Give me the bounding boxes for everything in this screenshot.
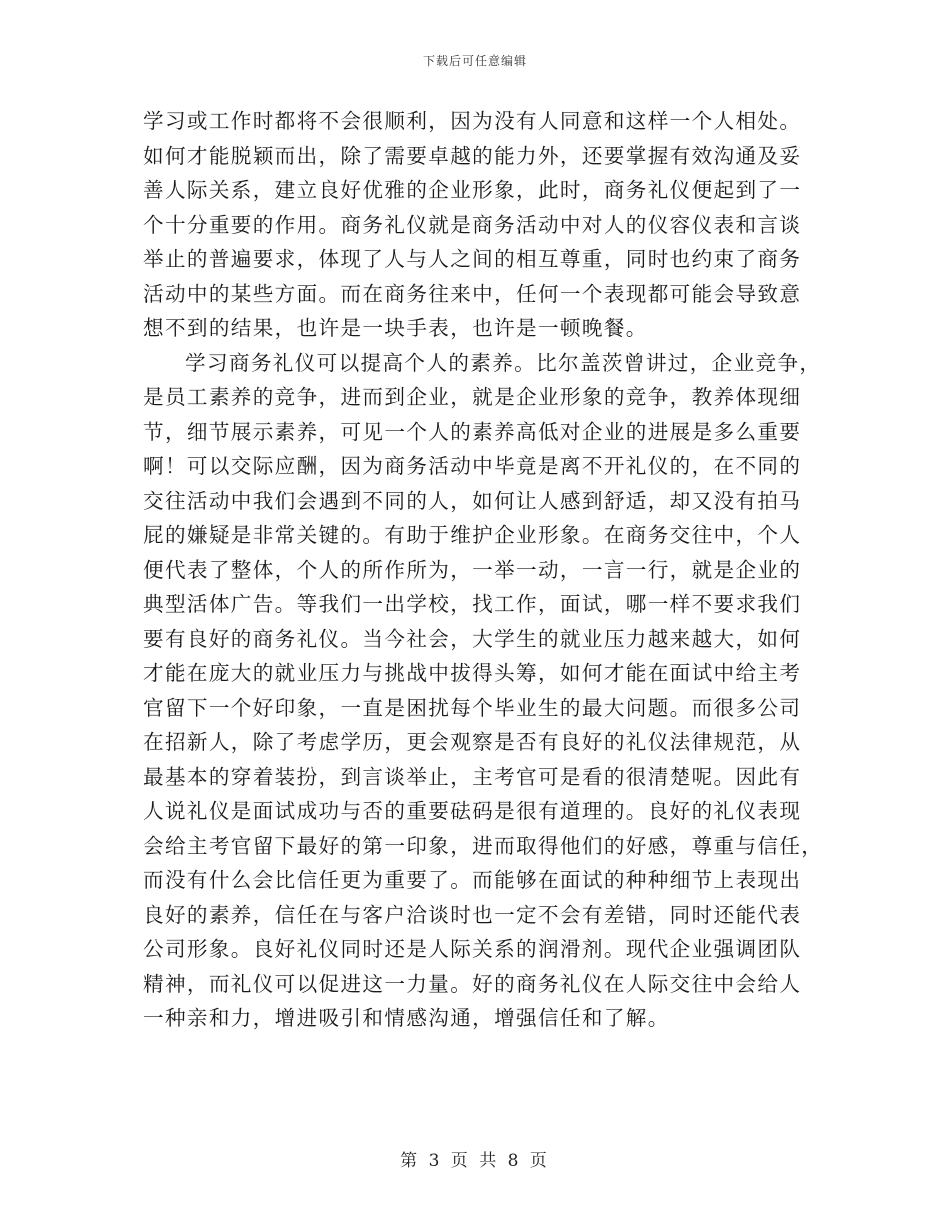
text-line: 如何才能脱颖而出，除了需要卓越的能力外，还要掌握有效沟通及妥: [143, 143, 802, 168]
document-body: [143, 104, 824, 1036]
text-line: 要有良好的商务礼仪。当今社会，大学生的就业压力越来越大，如何: [143, 626, 802, 651]
text-line: 公司形象。良好礼仪同时还是人际关系的润滑剂。现代企业强调团队: [143, 937, 802, 961]
text-line: 最基本的穿着装扮，到言谈举止，主考官可是看的很清楚呢。因此有: [143, 764, 802, 789]
text-line: 会给主考官留下最好的第一印象，进而取得他们的好感，尊重与信任，: [143, 833, 824, 858]
text-line: 交往活动中我们会遇到不同的人，如何让人感到舒适，却又没有拍马: [143, 488, 802, 513]
text-line: 是员工素养的竞争，进而到企业，就是企业形象的竞争，教养体现细: [143, 385, 802, 409]
text-line: 官留下一个好印象，一直是困扰每个毕业生的最大问题。而很多公司: [143, 695, 802, 720]
text-line: 想不到的结果，也许是一块手表，也许是一顿晚餐。: [143, 316, 648, 340]
text-line: 举止的普遍要求，体现了人与人之间的相互尊重，同时也约束了商务: [143, 247, 802, 271]
text-line: 人说礼仪是面试成功与否的重要砝码是很有道理的。良好的礼仪表现: [143, 799, 802, 823]
text-line: 个十分重要的作用。商务礼仪就是商务活动中对人的仪容仪表和言谈: [143, 212, 802, 237]
text-line: 活动中的某些方面。而在商务往来中，任何一个表现都可能会导致意: [143, 281, 802, 306]
text-line: 学习或工作时都将不会很顺利，因为没有人同意和这样一个人相处。: [143, 109, 802, 133]
text-line: 良好的素养，信任在与客户洽谈时也一定不会有差错，同时还能代表: [143, 902, 802, 927]
text-line: 善人际关系，建立良好优雅的企业形象，此时，商务礼仪便起到了一: [143, 178, 802, 202]
text-line: 而没有什么会比信任更为重要了。而能够在面试的种种细节上表现出: [143, 868, 802, 892]
paragraph-start-line: 学习商务礼仪可以提高个人的素养。比尔盖茨曾讲过，企业竞争，: [185, 350, 822, 375]
text-line: 在招新人，除了考虑学历，更会观察是否有良好的礼仪法律规范，从: [143, 730, 802, 754]
text-line: 才能在庞大的就业压力与挑战中拔得头筹，如何才能在面试中给主考: [143, 661, 802, 685]
text-line: 便代表了整体，个人的所作所为，一举一动，一言一行，就是企业的: [143, 557, 802, 582]
text-line: 典型活体广告。等我们一出学校，找工作，面试，哪一样不要求我们: [143, 592, 802, 616]
text-line: 屁的嫌疑是非常关键的。有助于维护企业形象。在商务交往中，个人: [143, 523, 802, 547]
page-number-footer: 第 3 页 共 8 页: [400, 1151, 550, 1171]
text-line: 啊！可以交际应酬，因为商务活动中毕竟是离不开礼仪的，在不同的: [143, 454, 802, 478]
text-line: 精神，而礼仪可以促进这一力量。好的商务礼仪在人际交往中会给人: [143, 971, 802, 996]
text-line: 节，细节展示素养，可见一个人的素养高低对企业的进展是多么重要: [143, 419, 802, 444]
page-header: 下载后可任意编辑: [422, 54, 527, 68]
text-line: 一种亲和力，增进吸引和情感沟通，增强信任和了解。: [143, 1006, 670, 1030]
